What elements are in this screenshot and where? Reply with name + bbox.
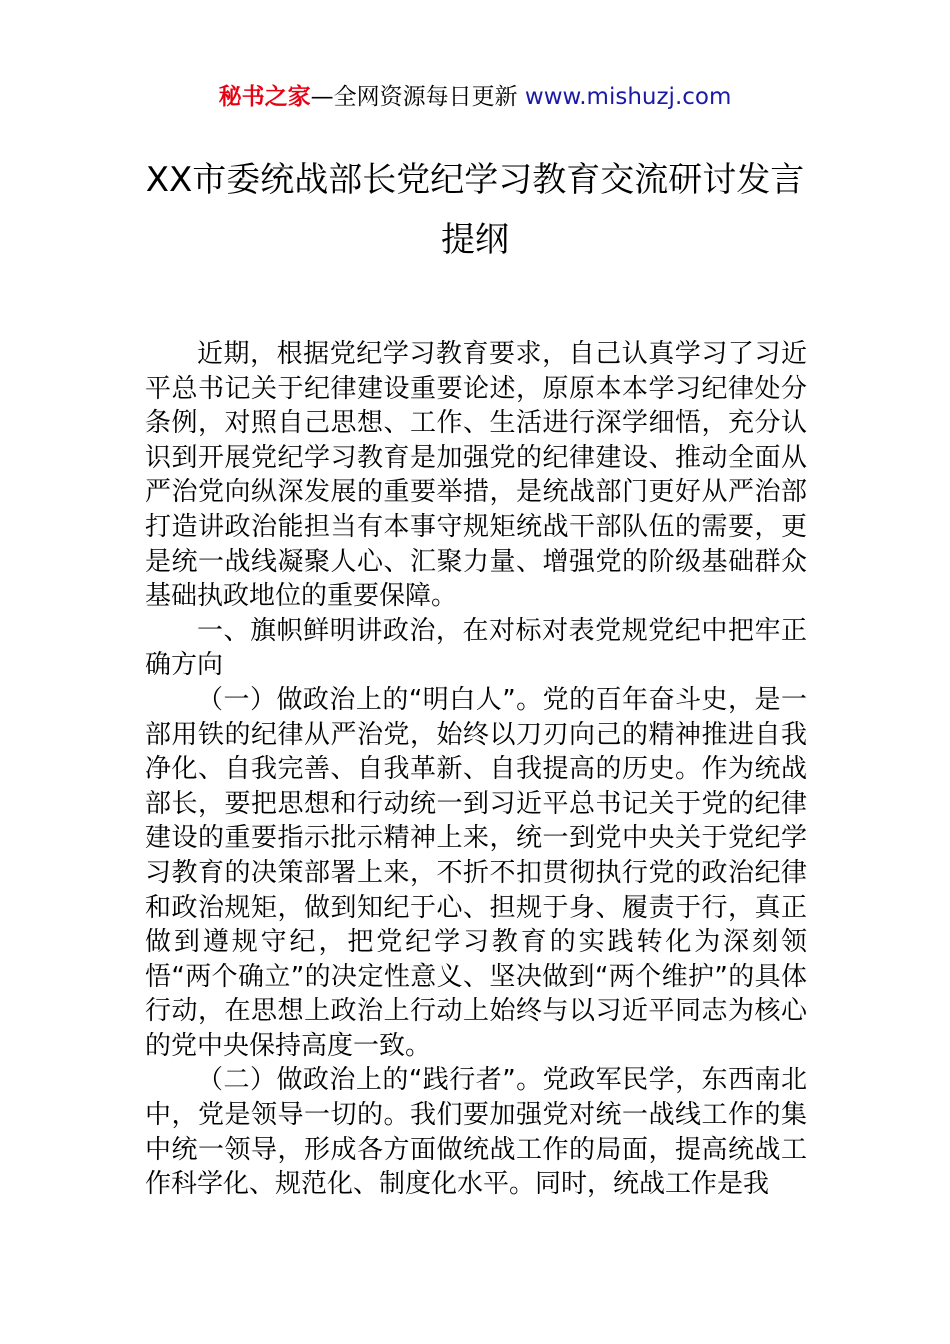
- document-title: XX市委统战部长党纪学习教育交流研讨发言提纲: [145, 160, 805, 260]
- site-brand: 秘书之家: [218, 84, 311, 110]
- site-header: [0, 80, 950, 114]
- site-tagline: —全网资源每日更新: [310, 84, 525, 110]
- body-paragraph: （二）做政治上的“践行者”。党政军民学，东西南北中，党是领导一切的。我们要加强党对统一战线工作的集中统一领导，形成各方面做统战工作的局面，提高统战工作科学化、规范化、制度化水平。同时，统战工作是我: [145, 1065, 807, 1200]
- section-heading: 一、旗帜鲜明讲政治，在对标对表党规党纪中把牢正确方向: [145, 615, 807, 681]
- document-body: [145, 337, 807, 1202]
- site-url[interactable]: www.mishuzj.com: [524, 84, 732, 110]
- body-paragraph: （一）做政治上的“明白人”。党的百年奋斗史，是一部用铁的纪律从严治党，始终以刀刃向己的精神推进自我净化、自我完善、自我革新、自我提高的历史。作为统战部长，要把思想和行动统一到习近平总书记关于党的纪律建设的重要指示批示精神上来，统一到党中央关于党纪学习教育的决策部署上来，不折不扣贯彻执行党的政治纪律和政治规矩，做到知纪于心、担规于身、履责于行，真正做到遵规守纪，把党纪学习教育的实践转化为深刻领悟“两个确立”的决定性意义、坚决做到“两个维护”的具体行动，在思想上政治上行动上始终与以习近平同志为核心的党中央保持高度一致。: [145, 684, 807, 1061]
- intro-paragraph: 近期，根据党纪学习教育要求，自己认真学习了习近平总书记关于纪律建设重要论述，原原本本学习纪律处分条例，对照自己思想、工作、生活进行深学细悟，充分认识到开展党纪学习教育是加强党的纪律建设、推动全面从严治党向纵深发展的重要举措，是统战部门更好从严治部打造讲政治能担当有本事守规矩统战干部队伍的需要，更是统一战线凝聚人心、汇聚力量、增强党的阶级基础群众基础执政地位的重要保障。: [145, 339, 807, 612]
